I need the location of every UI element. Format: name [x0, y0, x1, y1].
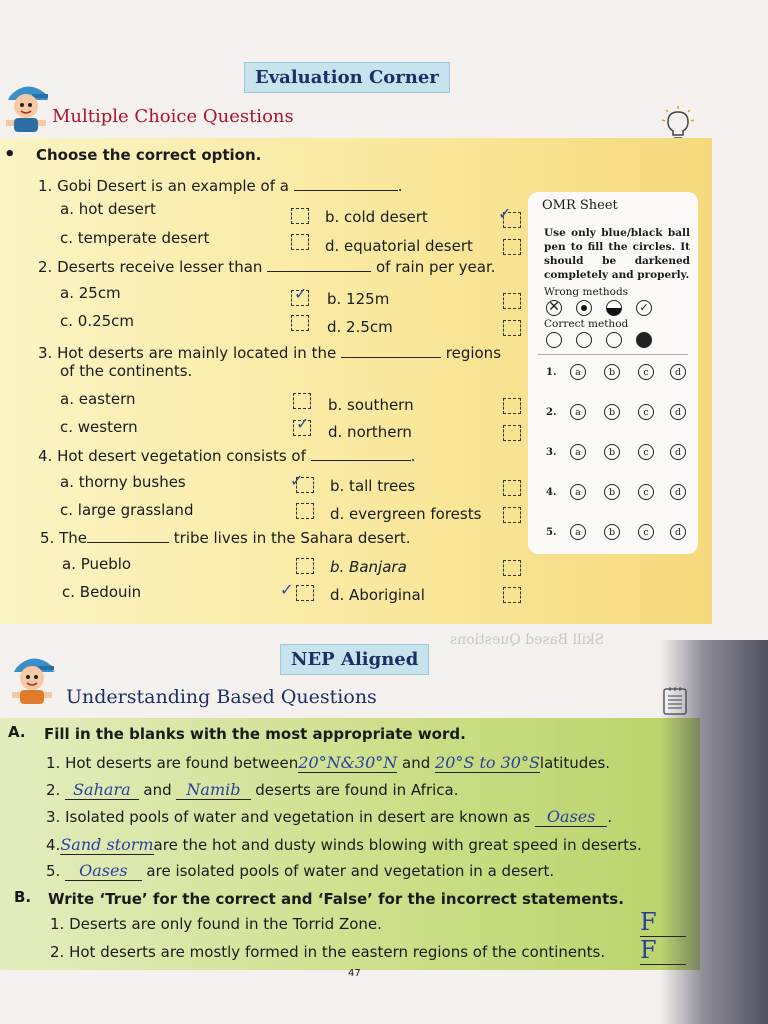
q1-checkbox-a[interactable] [291, 208, 309, 224]
boy-mascot-icon [8, 650, 58, 708]
omr-row-5-label: 5. [546, 527, 557, 538]
question-1: 1. Gobi Desert is an example of a . [38, 177, 403, 195]
omr-bubble[interactable]: b [604, 364, 620, 380]
q4-option-b: b. tall trees [330, 477, 416, 495]
omr-instructions: Use only blue/black ball pen to fill the circles. It should be darkened completely and properly. [544, 227, 690, 281]
q2-checkbox-c[interactable] [291, 315, 309, 331]
bleed-through-text: Skill Based Questions [450, 632, 605, 648]
section-a-label: A. [8, 723, 26, 741]
omr-bubble[interactable]: c [638, 484, 654, 500]
evaluation-corner-banner: Evaluation Corner [244, 62, 450, 93]
page-number: 47 [348, 968, 361, 979]
tf-q1-answer: F [640, 908, 686, 937]
q3-option-c: c. western [60, 418, 138, 436]
omr-bubble[interactable]: c [638, 364, 654, 380]
understanding-subtitle: Understanding Based Questions [66, 686, 377, 708]
question-3: 3. Hot deserts are mainly located in the regions [38, 344, 502, 362]
tf-q2-answer: F [640, 936, 686, 965]
q3-option-a: a. eastern [60, 390, 136, 408]
section-b-label: B. [14, 888, 32, 906]
q1-option-b: b. cold desert [325, 208, 428, 226]
fill-q1: 1. Hot deserts are found between20°N&30°N and 20°S to 30°Slatitudes. [46, 753, 611, 772]
mcq-instruction: Choose the correct option. [36, 146, 262, 164]
empty-circle-icon [576, 332, 592, 348]
q5-checkbox-d[interactable] [503, 587, 521, 603]
omr-bubble[interactable]: a [570, 404, 586, 420]
q1-option-c: c. temperate desert [60, 229, 210, 247]
question-2: 2. Deserts receive lesser than of rain per year. [38, 258, 496, 276]
q2-option-c: c. 0.25cm [60, 312, 135, 330]
omr-bubble[interactable]: d [670, 524, 686, 540]
q2-option-d: d. 2.5cm [327, 318, 393, 336]
q5-option-b: b. Banjara [330, 558, 407, 576]
omr-bubble[interactable]: b [604, 404, 620, 420]
bullet: • [4, 144, 16, 165]
q5-checkbox-c[interactable] [296, 585, 314, 601]
omr-bubble[interactable]: b [604, 444, 620, 460]
q2-option-b: b. 125m [327, 290, 390, 308]
omr-bubble[interactable]: d [670, 364, 686, 380]
wrong-cross-circle-icon: ✕ [546, 300, 562, 316]
q4-checkbox-c[interactable] [296, 503, 314, 519]
q3-checkbox-b[interactable] [503, 398, 521, 414]
q5-option-c: c. Bedouin [62, 583, 142, 601]
omr-bubble[interactable]: c [638, 444, 654, 460]
shadow-overlay [660, 640, 768, 1024]
q3-tick-mark: ✓ [296, 414, 310, 433]
omr-row-2-label: 2. [546, 407, 557, 418]
q4-option-d: d. evergreen forests [330, 505, 482, 523]
omr-title: OMR Sheet [542, 198, 618, 213]
nep-aligned-banner: NEP Aligned [280, 644, 429, 675]
q1-checkbox-c[interactable] [291, 234, 309, 250]
fill-q2: 2. Sahara and Namib deserts are found in Africa. [46, 780, 459, 799]
omr-bubble[interactable]: b [604, 524, 620, 540]
q4-option-c: c. large grassland [60, 501, 194, 519]
question-4: 4. Hot desert vegetation consists of . [38, 447, 416, 465]
omr-bubble[interactable]: a [570, 364, 586, 380]
empty-circle-icon [606, 332, 622, 348]
q2-tick-mark: ✓ [294, 284, 308, 303]
q3-option-d: d. northern [328, 423, 412, 441]
true-false-q1: 1. Deserts are only found in the Torrid Zone. [50, 915, 382, 933]
q2-checkbox-d[interactable] [503, 320, 521, 336]
section-a-heading: Fill in the blanks with the most appropriate word. [44, 725, 466, 743]
omr-bubble[interactable]: a [570, 484, 586, 500]
q1-checkbox-d[interactable] [503, 239, 521, 255]
fill-q3: 3. Isolated pools of water and vegetation in desert are known as Oases . [46, 807, 613, 826]
q5-checkbox-b[interactable] [503, 560, 521, 576]
omr-bubble[interactable]: a [570, 444, 586, 460]
q4-tick-mark: ✓ [290, 471, 304, 490]
omr-bubble[interactable]: b [604, 484, 620, 500]
wrong-tick-circle-icon: ✓ [636, 300, 652, 316]
omr-row-3-label: 3. [546, 447, 557, 458]
wrong-methods-label: Wrong methods [544, 286, 629, 298]
section-b-heading: Write ‘True’ for the correct and ‘False’ for the incorrect statements. [48, 890, 624, 908]
boy-mascot-icon [2, 78, 52, 136]
omr-row-4-label: 4. [546, 487, 557, 498]
q5-option-a: a. Pueblo [62, 555, 132, 573]
q5-option-d: d. Aboriginal [330, 586, 425, 604]
q3-checkbox-a[interactable] [293, 393, 311, 409]
q4-checkbox-b[interactable] [503, 480, 521, 496]
omr-bubble[interactable]: d [670, 484, 686, 500]
q2-checkbox-b[interactable] [503, 293, 521, 309]
q1-tick-mark: ✓ [498, 204, 512, 223]
correct-method-label: Correct method [544, 318, 629, 330]
q5-tick-mark: ✓ [280, 580, 294, 599]
q1-option-d: d. equatorial desert [325, 237, 473, 255]
question-5: 5. The tribe lives in the Sahara desert. [40, 529, 411, 547]
empty-circle-icon [546, 332, 562, 348]
omr-bubble[interactable]: c [638, 404, 654, 420]
q3-option-b: b. southern [328, 396, 414, 414]
omr-bubble[interactable]: d [670, 444, 686, 460]
q4-checkbox-d[interactable] [503, 507, 521, 523]
q1-option-a: a. hot desert [60, 200, 156, 218]
q3-checkbox-d[interactable] [503, 425, 521, 441]
q5-checkbox-a[interactable] [296, 558, 314, 574]
omr-bubble[interactable]: d [670, 404, 686, 420]
omr-bubble[interactable]: c [638, 524, 654, 540]
filled-circle-icon [636, 332, 652, 348]
omr-row-1-label: 1. [546, 367, 557, 378]
omr-sheet [528, 192, 698, 554]
mcq-subtitle: Multiple Choice Questions [52, 106, 294, 127]
question-3-continued: of the continents. [60, 362, 193, 380]
wrong-dot-circle-icon [576, 300, 592, 316]
q4-option-a: a. thorny bushes [60, 473, 186, 491]
wrong-half-circle-icon [606, 300, 622, 316]
fill-q4: 4.Sand stormare the hot and dusty winds blowing with great speed in deserts. [46, 835, 642, 854]
q2-option-a: a. 25cm [60, 284, 121, 302]
omr-bubble[interactable]: a [570, 524, 586, 540]
fill-q5: 5. Oases are isolated pools of water and vegetation in a desert. [46, 861, 555, 880]
true-false-q2: 2. Hot deserts are mostly formed in the eastern regions of the continents. [50, 943, 606, 961]
omr-divider [538, 354, 688, 355]
